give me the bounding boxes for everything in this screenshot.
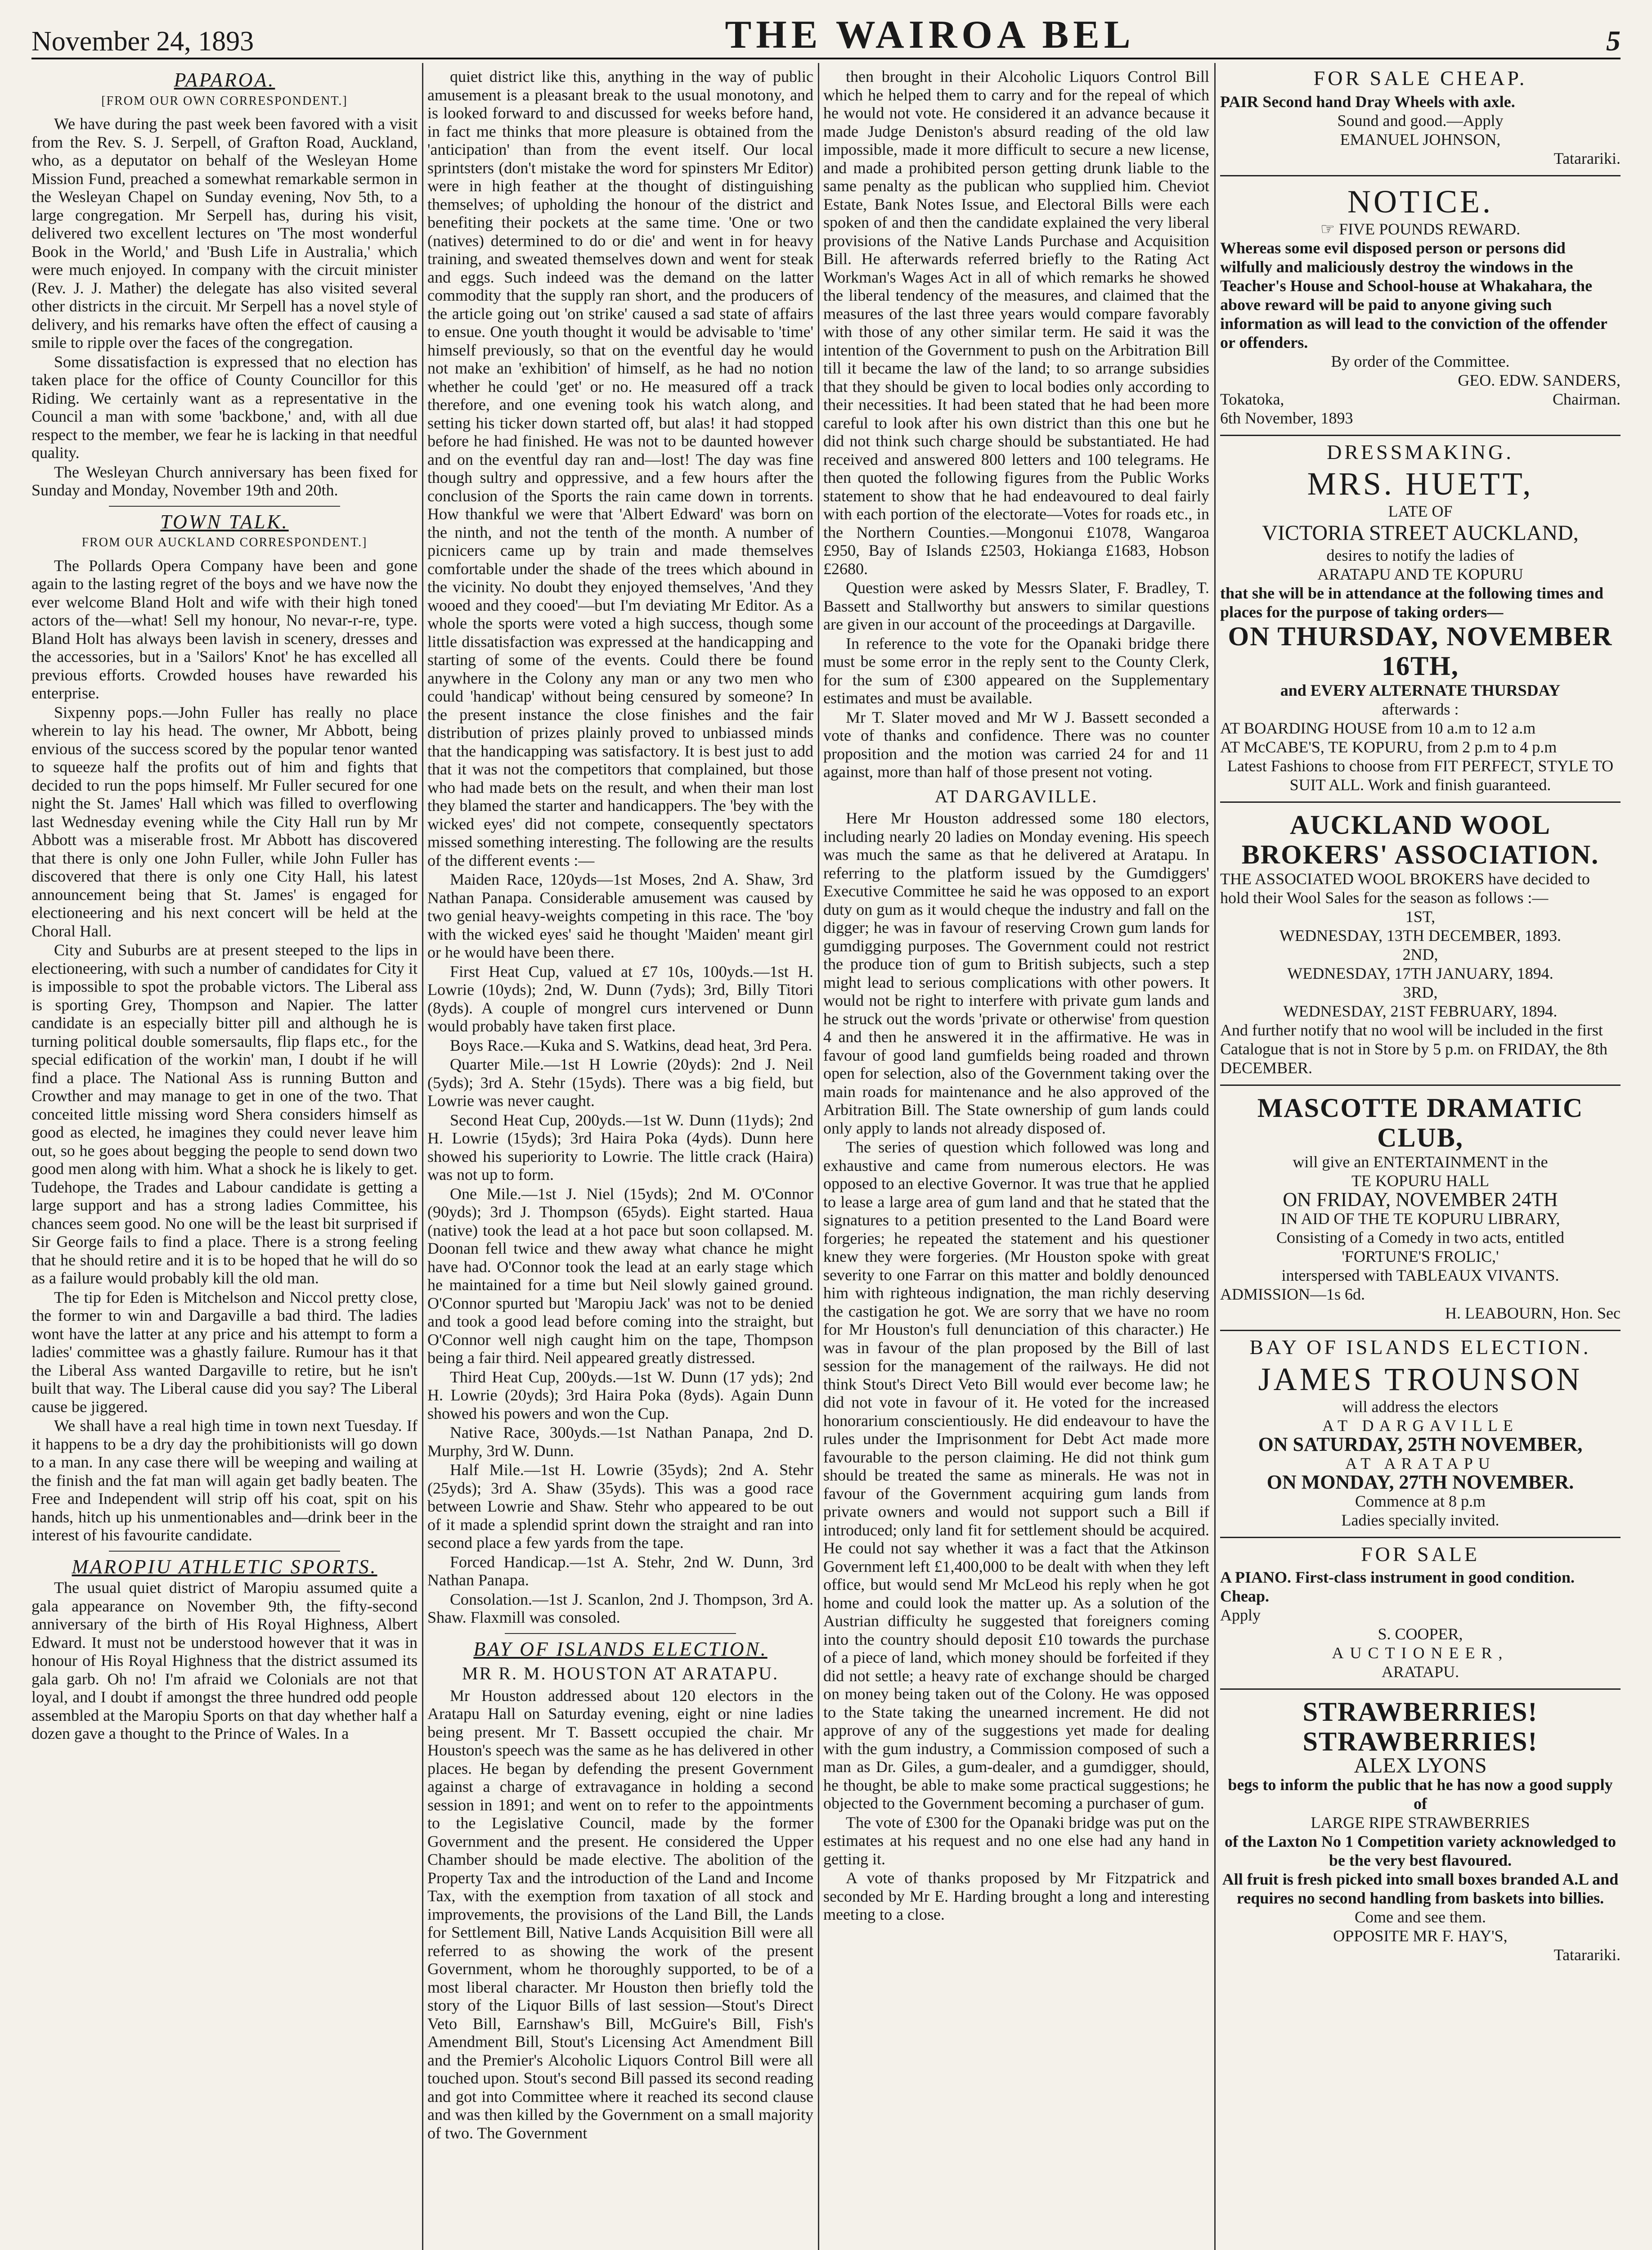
ad-line: All fruit is fresh picked into small boxes branded A.L and requires no second handling from baskets into billies. [1222,1870,1619,1907]
ad-name: JAMES TROUNSON [1258,1361,1583,1397]
ad-line: ON FRIDAY, NOVEMBER 24TH [1283,1188,1558,1210]
ad-line: GEO. EDW. SANDERS, [1458,371,1621,389]
paragraph: A vote of thanks proposed by Mr Fitzpatrick and seconded by Mr E. Harding brought a long and interesting meeting to a close. [823,1869,1209,1923]
ad-line: of the Laxton No 1 Competition variety acknowledged to be the very best flavoured. [1225,1832,1616,1869]
ad-line: will address the electors [1342,1397,1499,1416]
ad-line: ADMISSION—1s 6d. [1220,1285,1365,1303]
ad-line: WEDNESDAY, 21ST FEBRUARY, 1894. [1283,1002,1558,1020]
ad-line: AT ARATAPU [1345,1454,1495,1472]
paragraph: Forced Handicap.—1st A. Stehr, 2nd W. Dunn, 3rd Nathan Panapa. [427,1552,813,1589]
ad-line: OPPOSITE MR F. HAY'S, [1333,1927,1508,1945]
newspaper-title: THE WAIROA BEL [725,13,1135,57]
ad-line: Commence at 8 p.m [1355,1492,1486,1510]
paragraph: In reference to the vote for the Opanaki bridge there must be some error in the reply sent to the County Clerk, for the sum of £300 appeared on the Supplementary estimates and must be available. [823,634,1209,707]
paragraph: The Wesleyan Church anniversary has been fixed for Sunday and Monday, November 19th and 20th. [31,463,417,499]
ad-line: Come and see them. [1355,1908,1486,1926]
separator [109,1551,341,1552]
ad-line: AT McCABE'S, TE KOPURU, from 2 p.m to 4 p.m [1220,738,1557,756]
paragraph: quiet district like this, anything in the way of public amusement is a pleasant break to the usual monotony, and is looked forward to and discussed for weeks before hand, in fact me thinks that more pleasure is obtained from the 'anticipation' than from the event itself. Our local sprintsters (don't mistake the word for spinsters Mr Editor) were in high feather at the thought of distinguishing themselves; of upholding the honour of the district and benefiting their pockets at the same time. 'One or two (natives) determined to do or die' and went in for heavy training, and sweated themselves down and went for steak and eggs. Such indeed was the demand on the latter commodity that the supply ran short, and the producers of the article going out 'on strike' caused a sad state of affairs to ensue. One youth thought it would be advisable to 'time' himself previously, so that on the eventful day he would not make an 'exhibition' of himself, as he had no notion whether he could 'get' or no. He measured off a track therefore, and one evening took his watch along, and setting his ticker down started off, but alas! it had stopped before he had finished. He was not to be daunted however and on the eventful day ran and—lost! The day was fine though sultry and oppressive, and a few hours after the conclusion of the Sports the rain came down in torrents. How thankful we were that 'Albert Edward' was born on the ninth, and not the tenth of the month. A number of picnicers came up by train and made themselves comfortable under the shade of the trees which abound in the vicinity. No doubt they enjoyed themselves, 'And they wooed and they cooed'—but I'm deviating Mr Editor. As a whole the sports were voted a high success, though some little dissatisfaction was expressed at the handicapping and starting of some of the events. Could there be found anywhere in the Colony any man or any two men who could 'handicap' without being censured by someone? In the present instance the close finishes and the fair distribution of prizes plainly proved to unbiassed minds that the handicapping was satisfactory. It is best just to add that it was not the competitors that complained, but those who had made bets on the result, and when their man lost they blamed the starter and handicappers. The 'bey with the wicked eyes' did not compete, consequently spectators missed something interesting. The following are the results of the different events :— [427,68,813,869]
article-title-town-talk: TOWN TALK. [160,510,289,533]
article-subtitle: MR R. M. HOUSTON AT ARATAPU. [462,1663,779,1683]
ad-rule [1220,1330,1621,1331]
paragraph: The tip for Eden is Mitchelson and Niccol pretty close, the former to win and Dargaville a bad third. The ladies wont have the latter at any price and his attempt to form a ladies' committee was a ghastly failure. Rumour has it that the Liberal Ass wanted Dargaville to retire, but he isn't built that way. The Liberal cause did you say? The Liberal cause be jiggered. [31,1288,417,1416]
ad-line: that she will be in attendance at the following times and places for the purpose of taking orders— [1220,584,1604,621]
paragraph: We shall have a real high time in town next Tuesday. If it happens to be a dry day the prohibitionists will go down to a man. In any case there will be weeping and wailing at the finish and the fat man will again get badly beaten. The Free and Independent will strip off his coat, spit on his hands, hitch up his unmentionables and—drink beer in the interest of his favourite candidate. [31,1417,417,1544]
paragraph: Mr Houston addressed about 120 electors in the Aratapu Hall on Saturday evening, eight or nine ladies being present. Mr T. Bassett occupied the chair. Mr Houston's speech was the same as he has delivered in other places. He began by defending the present Government against a charge of extravagance in holding a second session in 1891; and went on to refer to the appointments to the Legislative Council, made by the former Government and the present. He considered the Upper Chamber should be made elective. The abolition of the Property Tax and the introduction of the Land and Income Tax, with the exemption from taxation of all stock and improvements, the provisions of the Land Bill, the Lands for Settlement Bill, Native Lands Acquisition Bill were all referred to as showing the work of the present Government, whom he thoroughly supported, to be of a most liberal character. Mr Houston then briefly told the story of the Liquor Bills of last session—Stout's Direct Veto Bill, Earnshaw's Bill, McGuire's Bill, Fish's Amendment Bill, Stout's Licensing Act Amendment Bill and the Premier's Alcoholic Liquors Control Bill were all touched upon. Stout's second Bill passed its second reading and got into Committee where it reached its second clause and was then killed by the Government on a small majority of two. The Government [427,1686,813,2142]
article-title-paparoa: PAPAROA. [174,69,275,91]
ad-line: Apply [1220,1606,1261,1624]
separator [109,506,341,507]
ad-line: Ladies specially invited. [1341,1511,1499,1529]
ad-line: will give an ENTERTAINMENT in the [1293,1153,1548,1171]
ad-line: LARGE RIPE STRAWBERRIES [1311,1814,1530,1832]
ad-line: TE KOPURU HALL [1351,1172,1489,1190]
ad-line: 1ST, [1405,908,1436,926]
ad-line: ON SATURDAY, 25TH NOVEMBER, [1258,1433,1583,1455]
ad-line: THE ASSOCIATED WOOL BROKERS have decided to hold their Wool Sales for the season as follows :— [1220,870,1590,907]
paragraph: Some dissatisfaction is expressed that no election has taken place for the office of County Councillor for this Riding. We certainly want as a representative in the Council a man with some 'backbone,' and, with all due respect to the member, we fear he is lacking in that needful quality. [31,352,417,462]
ad-title-dressmaking: DRESSMAKING. [1327,440,1514,464]
ad-line: Sound and good.—Apply [1337,111,1504,130]
ad-title-bay-of-islands: BAY OF ISLANDS ELECTION. [1249,1336,1591,1359]
ad-line: Tatarariki. [1553,1946,1621,1964]
ad-line: Consisting of a Comedy in two acts, entitled [1276,1228,1564,1246]
ad-line: ARATAPU AND TE KOPURU [1317,565,1523,583]
byline: [FROM OUR OWN CORRESPONDENT.] [101,94,348,108]
byline: FROM OUR AUCKLAND CORRESPONDENT.] [81,536,368,549]
column-rule [1214,63,1216,2250]
pointing-hand-icon: ☞ [1320,220,1339,238]
column-3 [823,68,1209,2250]
paragraph: One Mile.—1st J. Niel (15yds); 2nd M. O'Connor (90yds); 3rd J. Thompson (65yds). Eight started. Haua (native) took the lead at a hot pace but soon collapsed. M. Doonan fell twice and thew away what chance he might have had. O'Connor took the lead at an early stage which he maintained for a time but Neil slowly gained ground. O'Connor spurted but 'Maropiu Jack' was not to be denied and took a good lead before coming into the straight, but O'Connor well nigh caught him on the tape, Thompson being a fair third. Neil appeared greatly distressed. [427,1184,813,1367]
ad-line: H. LEABOURN, Hon. Sec [1445,1304,1621,1322]
paragraph: Sixpenny pops.—John Fuller has really no place wherein to lay his head. The owner, Mr Abbott, being envious of the success scored by the popular tenor wanted to squeeze half the profits out of him and fights that decided to run the pops himself. Mr Fuller secured for one night the St. James' Hall which was filled to overflowing last Wednesday evening while the City Hall run by Mr Abbott was a miserable frost. Mr Abbott has discovered that there is only one John Fuller, while John Fuller has discovered that there is only one City Hall, his latest announcement being that St. James' is engaged for electioneering and his next concert will be held at the Choral Hall. [31,703,417,940]
column-1 [31,68,417,2250]
ad-rule [1220,801,1621,803]
ad-title-for-sale: FOR SALE [1361,1542,1480,1566]
ad-rule [1220,435,1621,436]
ad-line: IN AID OF THE TE KOPURU LIBRARY, [1280,1210,1560,1228]
ad-body: Whereas some evil disposed person or persons did wilfully and maliciously destroy the windows in the Teacher's House and School-house at Whakahara, the above reward will be paid to anyone giving such information as will lead to the conviction of the offender or offenders. [1220,238,1607,351]
ad-line: ON MONDAY, 27TH NOVEMBER. [1266,1471,1574,1493]
ad-title-strawberries: STRAWBERRIES! STRAWBERRIES! [1302,1697,1538,1756]
ad-line: EMANUEL JOHNSON, [1340,130,1501,148]
paragraph: then brought in their Alcoholic Liquors Control Bill which he helped them to carry and for the repeal of which he would not vote. He considered it an advance because it made Judge Deniston's absurd reading of the old law impossible, made it more difficult to secure a new license, and made a prohibited person getting drunk liable to the same penalty as the publican who supplied him. Cheviot Estate, Bank Notes Issue, and Electoral Bills were each spoken of and then the candidate explained the very liberal provisions of the Native Lands Purchase and Acquisition Bill. He afterwards referred briefly to the Rating Act Workman's Wages Act in all of which remarks he showed the liberal tendency of the measures, and claimed that the measures of the last three years would compare favorably with those of any other similar term. He said it was the intention of the Government to push on the Arbitration Bill till it became the law of the land; to so arrange subsidies that they should be given to local bodies only according to their necessities. It had been stated that he had been more careful to look after his own district than this one but he did not think such charge should be substantiated. He had received and answered 800 letters and 100 telegrams. He then quoted the following figures from the Public Works statement to show that he had endeavoured to deal fairly with each portion of the electorate—Votes for roads etc., in the Northern Counties.—Mongonui £1078, Wangaroa £950, Bay of Islands £2503, Hokianga £1683, Hobson £2680. [823,68,1209,578]
column-2 [427,68,813,2250]
ad-line: interspersed with TABLEAUX VIVANTS. [1281,1266,1559,1284]
ad-line: and EVERY ALTERNATE THURSDAY [1280,681,1561,699]
paragraph: The usual quiet district of Maropiu assumed quite a gala appearance on November 9th, the fifty-second anniversary of the birth of His Royal Highness, Albert Edward. It must not be understood however that it was in honour of His Royal Highness that the district assumed its gala garb. Oh no! I'm afraid we Colonials are not that loyal, and I doubt if amongst the three hundred odd people assembled at the Maropiu Sports on that day whether half a dozen gave a thought to the Prince of Wales. In a [31,1579,417,1742]
ad-line: begs to inform the public that he has now a good supply of [1228,1776,1613,1813]
ad-line: And further notify that no wool will be included in the first Catalogue that is not in Store by 5 p.m. on FRIDAY, the 8th DECEMBER. [1220,1021,1607,1077]
ad-line: Tatarariki. [1553,149,1621,167]
ad-line: A PIANO. First-class instrument in good condition. Cheap. [1220,1568,1575,1605]
ad-line: 3RD, [1403,983,1438,1001]
page-number: 5 [1606,25,1621,57]
separator [505,1633,736,1634]
ad-line: Tokatoka, [1220,390,1284,408]
ad-title-wool-brokers: AUCKLAND WOOL BROKERS' ASSOCIATION. [1241,810,1599,869]
paragraph: Half Mile.—1st H. Lowrie (35yds); 2nd A. Stehr (25yds); 3rd A. Shaw (35yds). This was a good race between Lowrie and Shaw. Stehr who appeared to be out of it made a splendid sprint down the straight and ran into second place a few yards from the tape. [427,1461,813,1552]
ad-line: VICTORIA STREET AUCKLAND, [1262,521,1579,545]
ad-line: S. COOPER, [1378,1625,1463,1643]
ad-line: LATE OF [1388,502,1453,520]
ad-line: PAIR Second hand Dray Wheels with axle. [1220,92,1515,111]
ad-line: 6th November, 1893 [1220,409,1353,427]
ad-name: ALEX LYONS [1354,1754,1487,1778]
paragraph: The Pollards Opera Company have been and gone again to the lasting regret of the boys and we have now the ever welcome Bland Holt and wife with their high toned actors of the—what! Sell my honour, No nevar-r-re, type. Bland Holt has always been lavish in scenery, dresses and the accessories, but in a 'Sailors' Knot' he has excelled all previous efforts. Crowded houses have rewarded his enterprise. [31,556,417,702]
paragraph: We have during the past week been favored with a visit from the Rev. S. J. Serpell, of Grafton Road, Auckland, who, as a deputator on behalf of the Wesleyan Home Mission Fund, preached a somewhat remarkable sermon in the Wesleyan Chapel on Sunday evening, Nov 5th, to a large congregation. Mr Serpell has, during his visit, delivered two excellent lectures on 'The most wonderful Book in the World,' and 'Bush Life in Australia,' which were much enjoyed. In company with the circuit minister (Rev. J. J. Mather) the delegate has also visited several other districts in the circuit. Mr Serpell has a novel style of delivery, and his remarks have often the effect of causing a smile to ripple over the faces of the congregation. [31,115,417,351]
ad-line: AT DARGAVILLE [1322,1416,1518,1435]
ad-line [1220,220,1621,238]
masthead [31,13,1621,59]
paragraph: Boys Race.—Kuka and S. Watkins, dead heat, 3rd Pera. [450,1036,813,1054]
article-title-maropiu: MAROPIU ATHLETIC SPORTS. [72,1555,377,1578]
paragraph: Consolation.—1st J. Scanlon, 2nd J. Thompson, 3rd A. Shaw. Flaxmill was consoled. [427,1590,813,1626]
ad-rule [1220,175,1621,176]
issue-date: November 24, 1893 [31,26,254,57]
column-rule [818,63,819,2250]
ad-line: AT BOARDING HOUSE from 10 a.m to 12 a.m [1220,719,1536,737]
paragraph: Third Heat Cup, 200yds.—1st W. Dunn (17 yds); 2nd H. Lowrie (20yds); 3rd Haira Poka (8yds). Again Dunn showed his powers and won the Cup. [427,1368,813,1422]
reward-line: FIVE POUNDS REWARD. [1339,220,1521,238]
ad-line: Chairman. [1553,390,1621,408]
paragraph: Quarter Mile.—1st H Lowrie (20yds): 2nd J. Neil (5yds); 3rd A. Stehr (15yds). There was a big field, but Lowrie was never caught. [427,1055,813,1110]
ad-line: AUCTIONEER, [1332,1644,1509,1662]
ad-title-mascotte: MASCOTTE DRAMATIC CLUB, [1257,1093,1584,1152]
paragraph: Here Mr Houston addressed some 180 electors, including nearly 20 ladies on Monday evening. His speech was much the same as that he delivered at Aratapu. In referring to the platform issued by the Gumdiggers' Executive Committee he said he was opposed to an export duty on gum as it would cheque the industry and fall on the digger; he was in favour of reserving Crown gum lands for gumdigging purposes. The Government could not restrict the produce tion of gum to British subjects, such a step might lead to serious complications with other powers. It would not be right to interfere with private gum lands and he struck out the words 'private or otherwise' from question 4 and then he answered it in the affirmative. He was in favour of good land gumfields being roaded and thrown open for selection, also of the Government taking over the main roads for maintenance and he also approved of the Arbitration Bill. The State ownership of gum lands could only apply to lands not already disposed of. [823,809,1209,1137]
ad-title-notice: NOTICE. [1347,183,1493,220]
ad-title-for-sale-cheap: FOR SALE CHEAP. [1313,68,1527,90]
ad-rule [1220,1084,1621,1086]
paragraph: Question were asked by Messrs Slater, F. Bradley, T. Bassett and Stallworthy but answers to similar questions are given in our account of the proceedings at Dargaville. [823,579,1209,633]
ad-line: desires to notify the ladies of [1326,546,1514,564]
paragraph: The series of question which followed was long and exhaustive and came from numerous electors. He was opposed to an elective Governor. It was true that he applied to lease a large area of gum land and that he stated that the signatures to a petition presented to the Land Board were forgeries; he repeated the statement and his questioner knew they were forgeries. (Mr Houston spoke with great severity to one Farrar on this matter and boldly denounced him with righteous indignation, the man richly deserving the castigation he got. We are sorry that we have no room for Mr Houston's full denunciation of this character.) He was in favour of the plan proposed by the Bill of last session for the management of the railways. He did not think Stout's Direct Veto Bill would ever become law; he did not vote in favour of it. He voted for the increased honorarium conscientiously. He did endeavour to have the rules under the Imprisonment for Debt Act made more favourable to the person claiming. He did not think gum should be treated the same as minerals. He was not in favour of the Government acquiring gum lands from private owners and would not support such a Bill if introduced; only land fit for settlement should be acquired. He could not say whether it was a fact that the Atkinson Government left £1,400,000 to be dealt with when they left office, but would send Mr McLeod his reply when he got home and could look the matter up. As a solution of the Austrian difficulty he suggested that foreigners coming into the country should deposit £10 towards the purchase of a piece of land, which money should be forfeited if they did not settle; a heavy rate of exchange should be charged on money being taken out of the Colony. He was opposed to the State taking the unearned increment. He did not approve of any of the suggestions yet made for dealing with the gum industry, a Commission composed of such a man as Dr. Giles, a gum-dealer, and a gumdigger, should, he thought, be able to make some practical suggestions; he objected to the Government becoming a purchaser of gum. [823,1138,1209,1812]
ad-line: Latest Fashions to choose from FIT PERFECT, STYLE TO SUIT ALL. Work and finish guaranteed. [1227,757,1614,794]
ad-line: By order of the Committee. [1331,352,1510,370]
ad-line: 'FORTUNE'S FROLIC,' [1342,1247,1499,1265]
column-rule [422,63,423,2250]
paragraph: Maiden Race, 120yds—1st Moses, 2nd A. Shaw, 3rd Nathan Panapa. Considerable amusement was caused by two genial heavy-weights competing in this race. The 'boy with the wicked eyes' said he thought 'Maiden' meant girl or he would have been there. [427,870,813,961]
ad-rule [1220,1537,1621,1538]
ad-rule [1220,1688,1621,1690]
ad-line: ON THURSDAY, NOVEMBER 16TH, [1228,621,1613,681]
advertisements-column [1220,68,1621,2250]
ad-line: afterwards : [1382,700,1459,718]
article-title-dargaville: AT DARGAVILLE. [934,786,1098,806]
paragraph: City and Suburbs are at present steeped to the lips in electioneering, with such a number of candidates for City it is impossible to spot the probable victors. The Liberal ass is sporting Grey, Thompson and Napier. The latter candidate is an especially bitter pill and although he is turning political double somersaults, flip flaps etc., for the special edification of the workin' man, I doubt if he will find a place. The National Ass is running Button and Crowther and may manage to get in one of the two. That conceited little missing word Shera considers himself as good as elected, he imagines they could never leave him out, so he goes about begging the people to send down two good men along with him. What a shock he is likely to get. Tudehope, the Trades and Labour candidate is getting a large support and has a strong ladies Committee, his chances seem good. No one will be the least bit surprised if Sir George fails to find a place. There is a strong feeling that he should retire and it is to be hoped that he will do so as a failure would probably kill the old man. [31,941,417,1287]
ad-name: MRS. HUETT, [1307,466,1534,502]
ad-line: WEDNESDAY, 13TH DECEMBER, 1893. [1279,927,1562,945]
article-title-bay-of-islands: BAY OF ISLANDS ELECTION. [473,1638,768,1660]
paragraph: First Heat Cup, valued at £7 10s, 100yds.—1st H. Lowrie (10yds); 2nd, W. Dunn (7yds); 3rd, Billy Titori (8yds). A couple of mongrel curs intervened or Dunn would probably have taken first place. [427,962,813,1035]
paragraph: Second Heat Cup, 200yds.—1st W. Dunn (11yds); 2nd H. Lowrie (15yds); 3rd Haira Poka (4yds). Dunn here showed his superiority to Lowrie. The little crack (Haira) was not up to form. [427,1111,813,1184]
ad-line: WEDNESDAY, 17TH JANUARY, 1894. [1287,964,1553,982]
paragraph: The vote of £300 for the Opanaki bridge was put on the estimates at his request and no one else had any hand in getting it. [823,1813,1209,1868]
paragraph: Native Race, 300yds.—1st Nathan Panapa, 2nd D. Murphy, 3rd W. Dunn. [427,1423,813,1460]
ad-line: 2ND, [1402,945,1438,963]
paragraph: Mr T. Slater moved and Mr W J. Bassett seconded a vote of thanks and confidence. There was no counter proposition and the motion was carried 24 for and 11 against, more than half of those present not voting. [823,708,1209,781]
ad-line-pair [1220,390,1621,409]
ad-line: ARATAPU. [1381,1663,1459,1681]
